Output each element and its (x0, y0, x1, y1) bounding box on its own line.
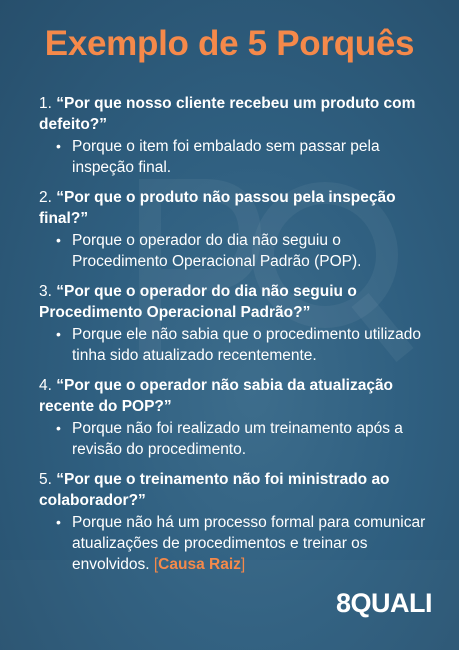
page-title: Exemplo de 5 Porquês (44, 24, 415, 63)
root-cause-bracket-open: [ (153, 556, 159, 573)
why-number-1: 1. (39, 95, 52, 112)
brand-logo: 8QUALI (335, 588, 432, 618)
why-answer-text-2: Porque o operador do dia não seguiu o Procedimento Operacional Padrão (POP). (72, 232, 362, 270)
why-question-4 (39, 375, 429, 417)
why-answer-text-1: Porque o item foi embalado sem passar pela inspeção final. (72, 138, 380, 176)
why-item-5 (39, 469, 429, 575)
why-question-2 (39, 187, 429, 229)
why-question-text-5: “Por que o treinamento não foi ministrado ao colaborador?” (39, 471, 390, 509)
why-question-text-2: “Por que o produto não passou pela inspeção final?” (39, 189, 396, 227)
why-question-text-1: “Por que nosso cliente recebeu um produto com defeito?” (39, 95, 416, 133)
why-question-text-3: “Por que o operador do dia não seguiu o Procedimento Operacional Padrão?” (39, 283, 357, 321)
why-item-3 (39, 281, 429, 366)
why-number-3: 3. (39, 283, 52, 300)
why-question-3 (39, 281, 429, 323)
why-answer-1 (39, 136, 429, 178)
why-answer-text-3: Porque ele não sabia que o procedimento utilizado tinha sido atualizado recentemente. (72, 326, 421, 364)
why-question-1 (39, 93, 429, 135)
why-answer-5 (39, 512, 429, 575)
why-answer-text-4: Porque não foi realizado um treinamento após a revisão do procedimento. (72, 420, 403, 458)
why-number-2: 2. (39, 189, 52, 206)
why-answer-text-5: Porque não há um processo formal para comunicar atualizações de procedimentos e treinar os envolvidos. (72, 514, 426, 573)
why-question-text-4: “Por que o operador não sabia da atualização recente do POP?” (39, 377, 394, 415)
bullet-icon: • (56, 138, 61, 154)
why-number-5: 5. (39, 471, 52, 488)
bullet-icon: • (56, 514, 61, 530)
bullet-icon: • (56, 232, 61, 248)
why-answer-2 (39, 230, 429, 272)
why-question-5 (39, 469, 429, 511)
why-answer-4 (39, 418, 429, 460)
why-answer-3 (39, 324, 429, 366)
root-cause-tag: Causa Raiz (158, 556, 241, 573)
why-item-2 (39, 187, 429, 272)
root-cause-bracket-close: ] (240, 556, 246, 573)
bullet-icon: • (56, 326, 61, 342)
why-number-4: 4. (39, 377, 52, 394)
why-item-1 (39, 93, 429, 178)
whys-list (39, 93, 429, 584)
why-item-4 (39, 375, 429, 460)
bullet-icon: • (56, 420, 61, 436)
